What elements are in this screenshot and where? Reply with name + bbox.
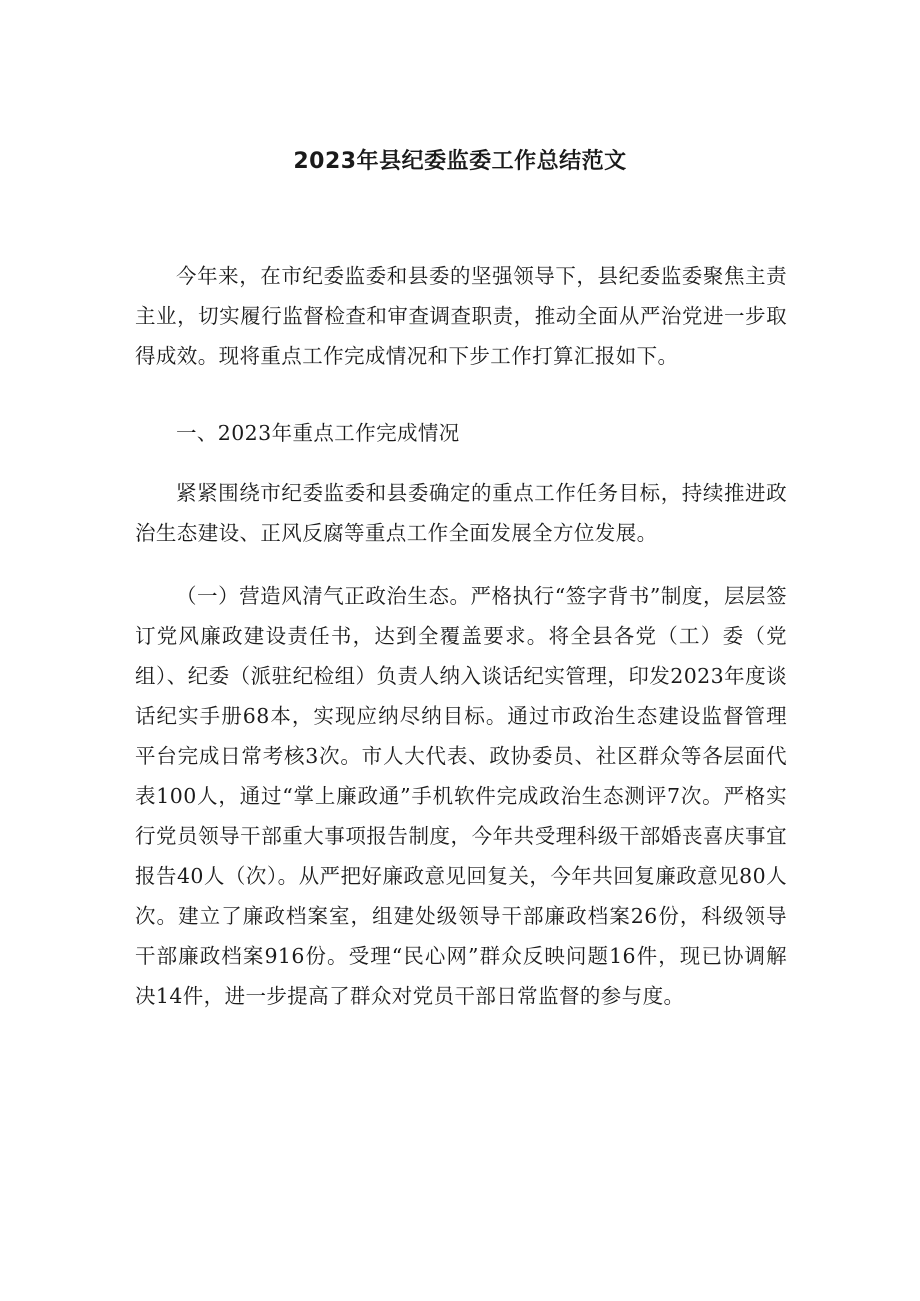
intro-paragraph: 今年来，在市纪委监委和县委的坚强领导下，县纪委监委聚焦主责主业，切实履行监督检查和审查调查职责，推动全面从严治党进一步取得成效。现将重点工作完成情况和下步工作打算汇报如下。 xyxy=(135,264,787,368)
section-heading: 一、2023年重点工作完成情况 xyxy=(176,421,460,445)
document-title: 2023年县纪委监委工作总结范文 xyxy=(293,149,627,174)
section-item-paragraph: （一）营造风清气正政治生态。严格执行“签字背书”制度，层层签订党风廉政建设责任书，达到全覆盖要求。将全县各党（工）委（党组）、纪委（派驻纪检组）负责人纳入谈话纪实管理，印发2023年度谈话纪实手册68本，实现应纳尽纳目标。通过市政治生态建设监督管理平台完成日常考核3次。市人大代表、政协委员、社区群众等各层面代表100人，通过“掌上廉政通”手机软件完成政治生态测评7次。严格实行党员领导干部重大事项报告制度，今年共受理科级干部婚丧喜庆事宜报告40人（次）。从严把好廉政意见回复关，今年共回复廉政意见80人次。建立了廉政档案室，组建处级领导干部廉政档案26份，科级领导干部廉政档案916份。受理“民心网”群众反映问题16件，现已协调解决14件，进一步提高了群众对党员干部日常监督的参与度。 xyxy=(135,584,787,1008)
section-intro-paragraph: 紧紧围绕市纪委监委和县委确定的重点工作任务目标，持续推进政治生态建设、正风反腐等重点工作全面发展全方位发展。 xyxy=(135,481,787,545)
